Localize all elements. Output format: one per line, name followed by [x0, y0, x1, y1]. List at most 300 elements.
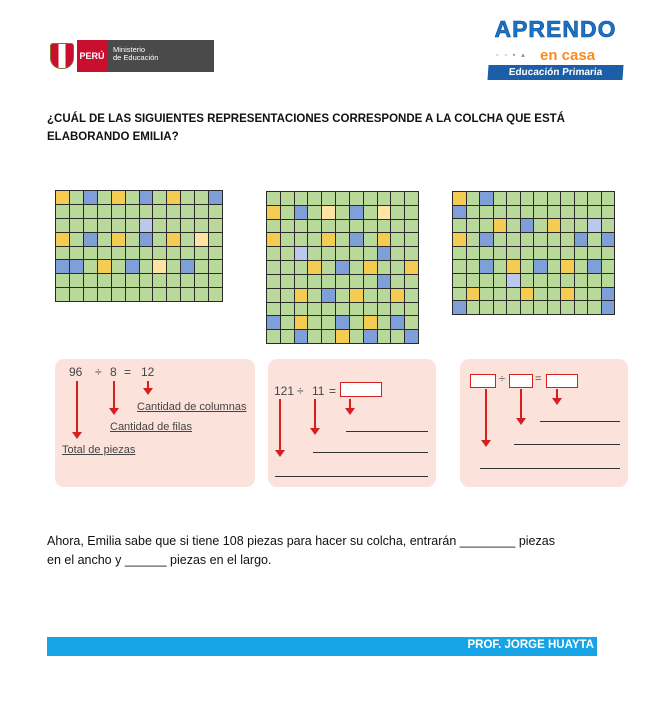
blank-line-3a[interactable]: [540, 421, 620, 422]
quilt-square: [322, 233, 335, 246]
quilt-square: [507, 192, 520, 205]
quilt-square: [391, 275, 404, 288]
quilt-square: [521, 233, 534, 246]
quilt-square: [336, 220, 349, 233]
author-name: PROF. JORGE HUAYTA: [467, 639, 594, 651]
dividend-box[interactable]: [470, 374, 496, 388]
quilt-square: [602, 260, 615, 273]
quilt-square: [378, 233, 391, 246]
quilt-square: [98, 191, 111, 204]
quilt-square: [588, 247, 601, 260]
question-title: ¿CUÁL DE LAS SIGUIENTES REPRESENTACIONES CORRESPONDE A LA COLCHA QUE ESTÁ ELABORANDO EMILIA?: [47, 113, 565, 143]
quilt-square: [378, 192, 391, 205]
blank-line-columns[interactable]: [346, 431, 428, 432]
quilt-square: [467, 206, 480, 219]
quilt-square: [267, 220, 280, 233]
quilt-square: [391, 261, 404, 274]
quilt-square: [602, 192, 615, 205]
quilt-square: [467, 288, 480, 301]
quilt-square: [84, 191, 97, 204]
quilt-square: [295, 206, 308, 219]
quilt-square: [56, 205, 69, 218]
quilt-square: [336, 330, 349, 343]
quilt-square: [295, 233, 308, 246]
divisor-box[interactable]: [509, 374, 533, 388]
eq3-divide-sign: ÷: [499, 373, 506, 385]
blank-line-total[interactable]: [275, 476, 428, 477]
quilt-square: [364, 303, 377, 316]
quilt-square: [140, 288, 153, 301]
answer-box[interactable]: [340, 382, 382, 397]
eq2-divide-sign: ÷: [297, 384, 304, 398]
quilt-square: [364, 220, 377, 233]
quilt-square: [167, 219, 180, 232]
quilt-square: [602, 301, 615, 314]
quilt-square: [521, 301, 534, 314]
quilt-square: [153, 288, 166, 301]
quilt-square: [534, 247, 547, 260]
quilt-square: [56, 247, 69, 260]
quilt-square: [84, 247, 97, 260]
quilt-grid-2: [266, 191, 419, 344]
quilt-square: [336, 303, 349, 316]
quilt-square: [126, 219, 139, 232]
quilt-square: [267, 261, 280, 274]
quilt-square: [295, 220, 308, 233]
quilt-square: [336, 233, 349, 246]
blank-line-3b[interactable]: [514, 444, 620, 445]
quilt-grid-3: [452, 191, 615, 315]
quilt-square: [167, 260, 180, 273]
quilt-square: [405, 289, 418, 302]
quilt-square: [322, 247, 335, 260]
quilt-square: [364, 275, 377, 288]
brand-title: APRENDO: [494, 16, 617, 42]
quilt-square: [70, 288, 83, 301]
quilt-square: [98, 219, 111, 232]
quilt-square: [56, 288, 69, 301]
quilt-square: [561, 192, 574, 205]
quilt-square: [378, 220, 391, 233]
quilt-square: [467, 274, 480, 287]
quilt-square: [350, 303, 363, 316]
quilt-square: [391, 330, 404, 343]
quilt-square: [167, 233, 180, 246]
quilt-square: [140, 247, 153, 260]
quilt-square: [195, 274, 208, 287]
quilt-square: [195, 219, 208, 232]
blank-line-3c[interactable]: [480, 468, 620, 469]
quilt-square: [153, 233, 166, 246]
quilt-square: [267, 206, 280, 219]
quilt-square: [521, 288, 534, 301]
quilt-square: [281, 303, 294, 316]
quilt-square: [480, 301, 493, 314]
quilt-square: [153, 274, 166, 287]
quilt-square: [267, 316, 280, 329]
quilt-square: [534, 301, 547, 314]
quilt-square: [405, 233, 418, 246]
quilt-square: [336, 206, 349, 219]
quilt-square: [467, 301, 480, 314]
quilt-square: [209, 205, 222, 218]
quilt-square: [167, 191, 180, 204]
quilt-square: [153, 205, 166, 218]
label-rows: Cantidad de filas: [110, 421, 192, 433]
quilt-square: [140, 191, 153, 204]
quilt-square: [70, 274, 83, 287]
quilt-square: [453, 219, 466, 232]
quilt-square: [534, 260, 547, 273]
eq-divisor: 8: [110, 365, 117, 379]
quilt-square: [548, 288, 561, 301]
quilt-square: [126, 233, 139, 246]
quilt-square: [507, 301, 520, 314]
eq2-divisor: 11: [312, 384, 325, 398]
quilt-square: [350, 192, 363, 205]
quilt-grid-1: [55, 190, 223, 302]
quilt-square: [561, 219, 574, 232]
quilt-square: [281, 330, 294, 343]
quilt-square: [378, 275, 391, 288]
quilt-square: [588, 192, 601, 205]
quilt-square: [336, 289, 349, 302]
quilt-square: [534, 288, 547, 301]
quilt-square: [453, 247, 466, 260]
quilt-square: [70, 219, 83, 232]
quilt-square: [267, 247, 280, 260]
quilt-square: [364, 233, 377, 246]
quilt-square: [84, 233, 97, 246]
quilt-square: [181, 219, 194, 232]
quilt-square: [507, 219, 520, 232]
quilt-square: [350, 233, 363, 246]
quilt-square: [126, 205, 139, 218]
quilt-square: [561, 247, 574, 260]
quilt-square: [364, 316, 377, 329]
quilt-square: [350, 247, 363, 260]
quilt-square: [378, 303, 391, 316]
quilt-square: [548, 233, 561, 246]
quilt-square: [70, 247, 83, 260]
quilt-square: [391, 233, 404, 246]
quilt-square: [84, 205, 97, 218]
quilt-square: [98, 205, 111, 218]
quilt-square: [322, 330, 335, 343]
quilt-square: [322, 303, 335, 316]
quilt-square: [521, 219, 534, 232]
quilt-square: [364, 206, 377, 219]
quilt-square: [322, 192, 335, 205]
quilt-square: [336, 247, 349, 260]
eq-dividend: 96: [69, 365, 83, 379]
quilt-square: [405, 261, 418, 274]
quilt-square: [308, 330, 321, 343]
arrow-3a: [485, 389, 487, 441]
quilt-square: [507, 288, 520, 301]
arrow-2a: [279, 399, 281, 451]
quilt-square: [521, 192, 534, 205]
quilt-square: [140, 274, 153, 287]
quilt-square: [267, 233, 280, 246]
quilt-square: [308, 220, 321, 233]
quilt-square: [350, 261, 363, 274]
quilt-square: [295, 303, 308, 316]
quilt-square: [480, 247, 493, 260]
quilt-square: [181, 247, 194, 260]
quilt-square: [405, 275, 418, 288]
quilt-square: [575, 288, 588, 301]
quilt-square: [405, 192, 418, 205]
quilt-square: [126, 274, 139, 287]
quilt-square: [391, 206, 404, 219]
quilt-square: [480, 233, 493, 246]
quilt-square: [378, 206, 391, 219]
quilt-square: [480, 206, 493, 219]
quilt-square: [195, 233, 208, 246]
quilt-square: [308, 261, 321, 274]
label-columns: Cantidad de columnas: [137, 401, 247, 413]
quilt-square: [378, 316, 391, 329]
quilt-square: [405, 303, 418, 316]
quilt-square: [70, 191, 83, 204]
quilt-square: [350, 220, 363, 233]
quilt-square: [575, 274, 588, 287]
quilt-square: [295, 289, 308, 302]
representation-card-3: [460, 359, 628, 487]
quilt-square: [140, 260, 153, 273]
quilt-square: [453, 206, 466, 219]
quilt-square: [56, 233, 69, 246]
quilt-square: [295, 275, 308, 288]
quilt-square: [453, 288, 466, 301]
quilt-square: [602, 274, 615, 287]
quilt-square: [405, 206, 418, 219]
arrow-2c: [349, 399, 351, 409]
quilt-square: [507, 274, 520, 287]
quilt-square: [494, 192, 507, 205]
quilt-square: [209, 288, 222, 301]
quilt-square: [153, 191, 166, 204]
quilt-square: [548, 206, 561, 219]
quilt-square: [588, 288, 601, 301]
quilt-square: [308, 316, 321, 329]
quilt-square: [391, 316, 404, 329]
quilt-square: [98, 260, 111, 273]
quilt-square: [322, 261, 335, 274]
eq2-equals: =: [329, 384, 337, 398]
quotient-box[interactable]: [546, 374, 578, 388]
quilt-square: [467, 219, 480, 232]
quilt-square: [521, 274, 534, 287]
quilt-square: [56, 219, 69, 232]
quilt-square: [575, 301, 588, 314]
quilt-square: [534, 274, 547, 287]
quilt-square: [364, 247, 377, 260]
sentence-line-1: Ahora, Emilia sabe que si tiene 108 piezas para hacer su colcha, entrarán ________ piezas: [47, 534, 555, 548]
quilt-square: [70, 205, 83, 218]
quilt-square: [195, 260, 208, 273]
quilt-square: [575, 192, 588, 205]
arrow-2b: [314, 399, 316, 429]
quilt-square: [507, 233, 520, 246]
quilt-square: [112, 274, 125, 287]
quilt-square: [281, 316, 294, 329]
quilt-square: [181, 191, 194, 204]
quilt-square: [602, 247, 615, 260]
quilt-square: [153, 260, 166, 273]
quilt-square: [195, 205, 208, 218]
quilt-square: [195, 191, 208, 204]
quilt-square: [126, 191, 139, 204]
quilt-square: [56, 274, 69, 287]
arrow-3b: [520, 389, 522, 419]
quilt-square: [350, 275, 363, 288]
quilt-square: [378, 330, 391, 343]
eq3-equals: =: [535, 373, 542, 385]
quilt-square: [308, 289, 321, 302]
quilt-square: [56, 260, 69, 273]
quilt-square: [84, 274, 97, 287]
quilt-square: [391, 247, 404, 260]
quilt-square: [350, 289, 363, 302]
quilt-square: [480, 192, 493, 205]
quilt-square: [453, 233, 466, 246]
quilt-square: [181, 274, 194, 287]
brand-banner: Educación Primaria: [487, 65, 623, 80]
quilt-square: [378, 289, 391, 302]
quilt-square: [602, 206, 615, 219]
quilt-square: [281, 275, 294, 288]
arrow-columns: [147, 381, 149, 389]
quilt-square: [126, 260, 139, 273]
arrow-rows: [113, 381, 115, 409]
quilt-square: [494, 288, 507, 301]
quilt-square: [70, 260, 83, 273]
quilt-square: [548, 219, 561, 232]
quilt-square: [405, 220, 418, 233]
quilt-square: [322, 206, 335, 219]
quilt-square: [322, 316, 335, 329]
quilt-square: [322, 220, 335, 233]
quilt-square: [195, 288, 208, 301]
quilt-square: [575, 247, 588, 260]
quilt-square: [467, 247, 480, 260]
quilt-square: [308, 275, 321, 288]
quilt-square: [480, 288, 493, 301]
quilt-square: [281, 206, 294, 219]
quilt-square: [494, 219, 507, 232]
quilt-square: [336, 316, 349, 329]
quilt-square: [480, 260, 493, 273]
quilt-square: [336, 192, 349, 205]
quilt-square: [167, 288, 180, 301]
quilt-square: [534, 233, 547, 246]
quilt-square: [281, 220, 294, 233]
quilt-square: [391, 289, 404, 302]
quilt-square: [494, 233, 507, 246]
eq-equals: =: [124, 365, 132, 379]
quilt-square: [98, 274, 111, 287]
quilt-square: [364, 330, 377, 343]
quilt-square: [521, 260, 534, 273]
quilt-square: [181, 205, 194, 218]
quilt-square: [588, 260, 601, 273]
peru-label: PERÚ: [77, 40, 107, 72]
quilt-square: [153, 219, 166, 232]
quilt-square: [378, 261, 391, 274]
quilt-square: [561, 274, 574, 287]
quilt-square: [140, 205, 153, 218]
quilt-square: [98, 233, 111, 246]
arrow-3c: [556, 389, 558, 399]
quilt-square: [322, 289, 335, 302]
ministry-name: Ministerio de Educación: [107, 40, 214, 72]
quilt-square: [561, 260, 574, 273]
quilt-square: [494, 260, 507, 273]
quilt-square: [602, 233, 615, 246]
quilt-square: [561, 301, 574, 314]
quilt-square: [575, 206, 588, 219]
quilt-square: [494, 274, 507, 287]
quilt-square: [480, 219, 493, 232]
eq2-dividend: 121: [274, 384, 295, 398]
ministry-logo: [47, 40, 214, 72]
quilt-square: [308, 206, 321, 219]
quilt-square: [308, 233, 321, 246]
quilt-square: [494, 247, 507, 260]
quilt-square: [588, 274, 601, 287]
quilt-square: [209, 260, 222, 273]
quilt-square: [112, 260, 125, 273]
brand-subtitle: en casa: [540, 47, 596, 64]
quilt-square: [209, 191, 222, 204]
quilt-square: [209, 274, 222, 287]
label-total: Total de piezas: [62, 444, 136, 456]
quilt-square: [295, 316, 308, 329]
quilt-square: [534, 219, 547, 232]
blank-line-rows[interactable]: [313, 452, 428, 453]
quilt-square: [98, 247, 111, 260]
quilt-square: [181, 288, 194, 301]
quilt-square: [295, 261, 308, 274]
quilt-square: [112, 219, 125, 232]
quilt-square: [295, 247, 308, 260]
quilt-square: [209, 219, 222, 232]
arrow-total: [76, 381, 78, 433]
quilt-square: [267, 330, 280, 343]
quilt-square: [267, 289, 280, 302]
quilt-square: [534, 192, 547, 205]
quilt-square: [322, 275, 335, 288]
quilt-square: [588, 301, 601, 314]
representation-card-2: [268, 359, 436, 487]
quilt-square: [126, 247, 139, 260]
quilt-square: [84, 260, 97, 273]
quilt-square: [181, 260, 194, 273]
quilt-square: [575, 233, 588, 246]
quilt-square: [181, 233, 194, 246]
quilt-square: [453, 301, 466, 314]
quilt-square: [575, 219, 588, 232]
quilt-square: [195, 247, 208, 260]
quilt-square: [267, 192, 280, 205]
quilt-square: [405, 247, 418, 260]
quilt-square: [548, 260, 561, 273]
quilt-square: [548, 247, 561, 260]
coat-of-arms-icon: [47, 40, 77, 72]
quilt-square: [167, 205, 180, 218]
